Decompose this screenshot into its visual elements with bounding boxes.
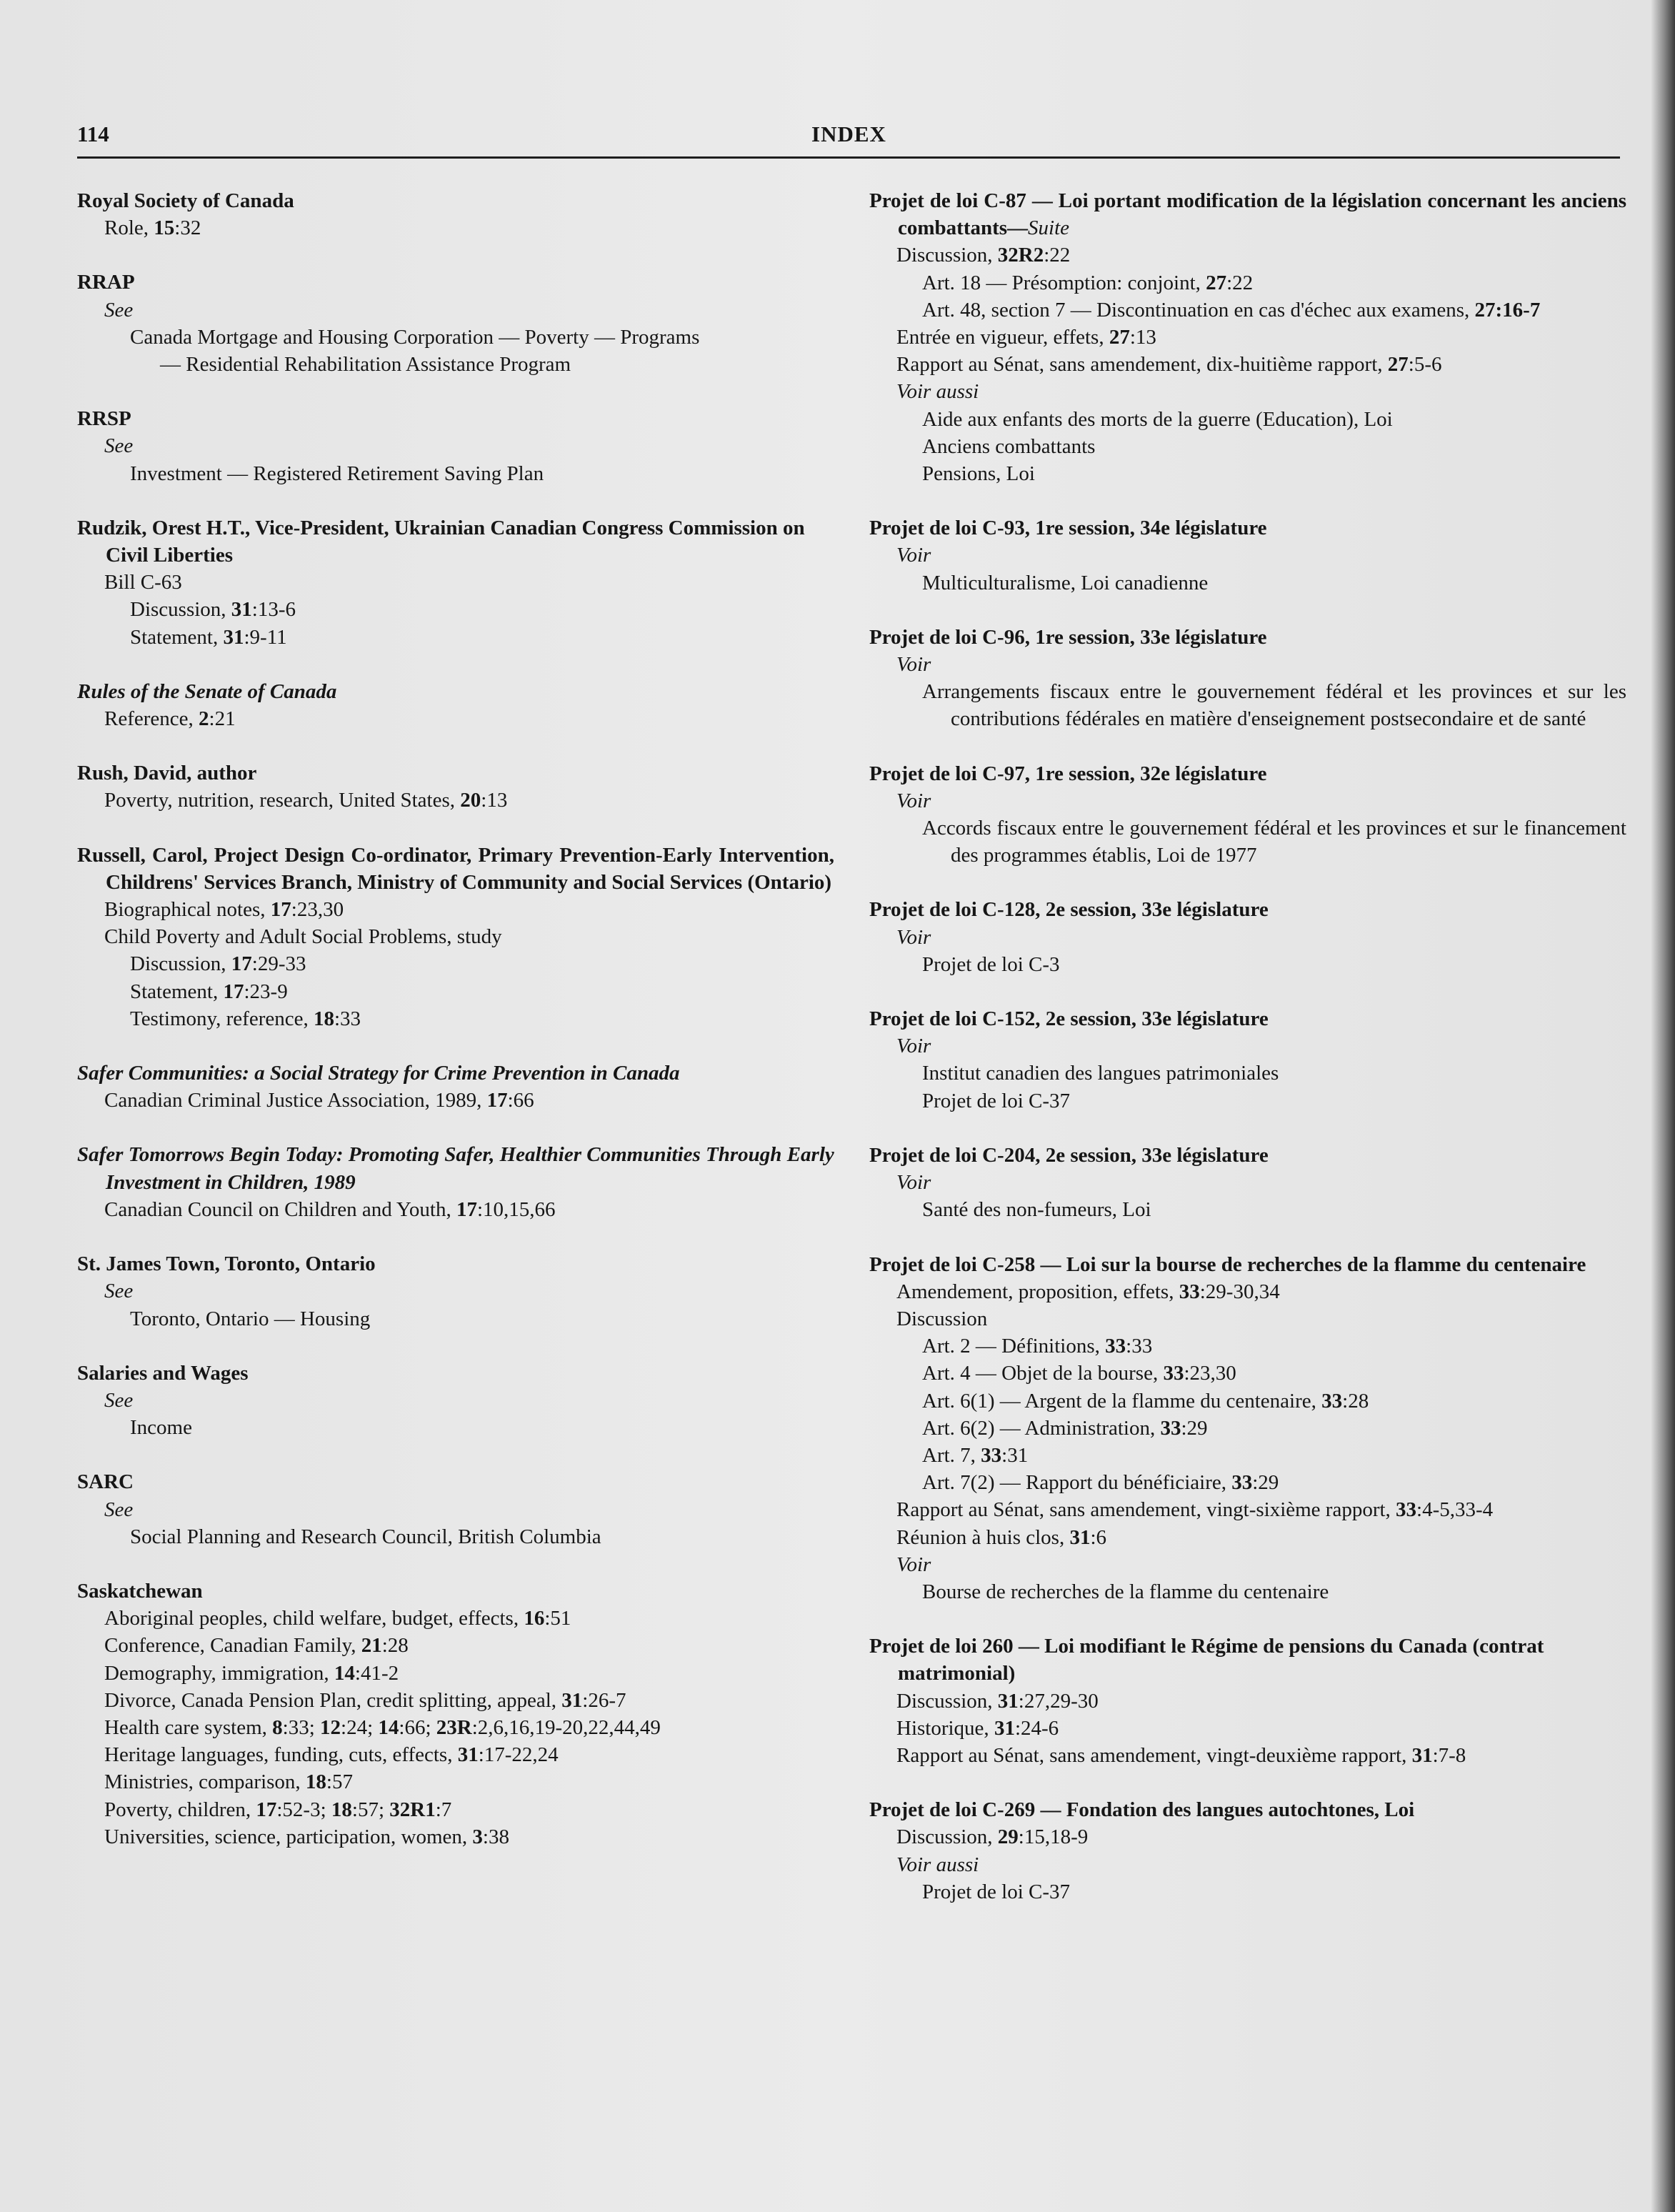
entry-line: Art. 18 — Présomption: conjoint, 27:22 xyxy=(922,271,1254,294)
entry-line: Statement, 31:9-11 xyxy=(130,625,287,649)
see-label: See xyxy=(104,1498,134,1521)
entry-line: Poverty, children, 17:52-3; 18:57; 32R1:7 xyxy=(104,1798,452,1821)
entry-heading: Salaries and Wages xyxy=(77,1361,249,1385)
see-label: Voir xyxy=(896,925,931,949)
entry-line: Testimony, reference, 18:33 xyxy=(130,1007,361,1030)
entry-line: Discussion, 17:29-33 xyxy=(130,952,306,976)
index-entry xyxy=(77,1468,834,1550)
entry-heading: Projet de loi C-96, 1re session, 33e législature xyxy=(869,625,1267,649)
entry-heading: RRAP xyxy=(77,271,135,294)
entry-heading: RRSP xyxy=(77,407,131,431)
entry-line: Art. 6(2) — Administration, 33:29 xyxy=(922,1416,1208,1440)
entry-line: Art. 6(1) — Argent de la flamme du centenaire, 33:28 xyxy=(922,1389,1369,1413)
index-entry xyxy=(77,1360,834,1442)
entry-line: Health care system, 8:33; 12:24; 14:66; 23R:2,6,16,19-20,22,44,49 xyxy=(104,1715,661,1739)
index-entry xyxy=(77,842,834,1032)
see-label: Voir xyxy=(896,789,931,812)
cross-reference: Toronto, Ontario — Housing xyxy=(130,1307,371,1330)
entry-heading: Projet de loi C-87 — Loi portant modification de la législation concernant les anciens combattants—Suite xyxy=(869,189,1626,240)
entry-heading: Projet de loi C-152, 2e session, 33e législature xyxy=(869,1007,1269,1031)
see-label: See xyxy=(104,1280,134,1303)
entry-heading: Projet de loi C-204, 2e session, 33e législature xyxy=(869,1143,1269,1167)
entry-line: Discussion, 32R2:22 xyxy=(896,244,1071,267)
entry-heading: Projet de loi 260 — Loi modifiant le Régime de pensions du Canada (contrat matrimonial) xyxy=(869,1635,1544,1685)
entry-line: Child Poverty and Adult Social Problems, study xyxy=(104,925,502,949)
entry-heading: Projet de loi C-269 — Fondation des langues autochtones, Loi xyxy=(869,1798,1415,1822)
entry-heading: Rules of the Senate of Canada xyxy=(77,679,337,703)
entry-line: Universities, science, participation, women, 3:38 xyxy=(104,1825,509,1848)
running-head: INDEX xyxy=(811,121,886,146)
index-entry xyxy=(77,678,834,732)
index-entry xyxy=(869,1005,1626,1115)
entry-heading: SARC xyxy=(77,1470,134,1494)
index-entry xyxy=(77,405,834,487)
entry-heading: Royal Society of Canada xyxy=(77,189,294,212)
entry-line: Canadian Criminal Justice Association, 1989, 17:66 xyxy=(104,1089,534,1112)
index-entry xyxy=(77,269,834,378)
entry-line: Discussion, 31:13-6 xyxy=(130,598,296,622)
entry-line: Biographical notes, 17:23,30 xyxy=(104,898,344,922)
entry-heading: St. James Town, Toronto, Ontario xyxy=(77,1252,376,1276)
entry-line: Conference, Canadian Family, 21:28 xyxy=(104,1634,409,1658)
cross-reference: Investment — Registered Retirement Saving Plan xyxy=(130,462,544,485)
entry-line: Rapport au Sénat, sans amendement, vingt-deuxième rapport, 31:7-8 xyxy=(896,1743,1466,1767)
index-entry xyxy=(869,1796,1626,1905)
see-label: See xyxy=(104,298,134,322)
left-column xyxy=(77,187,834,1878)
cross-reference: Canada Mortgage and Housing Corporation — Poverty — Programs xyxy=(130,325,700,349)
header-rule xyxy=(77,156,1620,159)
entry-heading: Projet de loi C-93, 1re session, 34e législature xyxy=(869,517,1267,540)
page-number: 114 xyxy=(77,121,109,146)
entry-line: Rapport au Sénat, sans amendement, dix-huitième rapport, 27:5-6 xyxy=(896,353,1442,377)
index-entry xyxy=(77,1141,834,1223)
cross-reference: Arrangements fiscaux entre le gouvernement fédéral et les provinces et sur les contributions fédérales en matière d'enseignement postsecondaire et de santé xyxy=(922,680,1626,731)
entry-heading: Safer Tomorrows Begin Today: Promoting Safer, Healthier Communities Through Early Investment in Children, 1989 xyxy=(77,1143,834,1194)
see-label: See xyxy=(104,1388,134,1412)
see-also-label: Voir aussi xyxy=(896,1853,979,1876)
entry-line: Art. 48, section 7 — Discontinuation en cas d'échec aux examens, 27:16-7 xyxy=(922,298,1541,322)
entry-line: Aboriginal peoples, child welfare, budget, effects, 16:51 xyxy=(104,1607,571,1630)
see-label: Voir xyxy=(896,1553,931,1576)
cross-reference: Projet de loi C-37 xyxy=(922,1880,1071,1903)
entry-line: Rapport au Sénat, sans amendement, vingt-sixième rapport, 33:4-5,33-4 xyxy=(896,1498,1494,1522)
entry-line: Divorce, Canada Pension Plan, credit splitting, appeal, 31:26-7 xyxy=(104,1688,626,1712)
cross-reference: — Residential Rehabilitation Assistance Program xyxy=(160,353,571,377)
entry-line: Statement, 17:23-9 xyxy=(130,980,288,1003)
cross-reference: Anciens combattants xyxy=(922,434,1096,458)
entry-line: Poverty, nutrition, research, United States, 20:13 xyxy=(104,789,508,812)
book-spine-shadow xyxy=(1651,0,1675,2212)
cross-reference: Santé des non-fumeurs, Loi xyxy=(922,1198,1151,1222)
see-label: See xyxy=(104,434,134,458)
index-entry xyxy=(77,1578,834,1850)
entry-line: Art. 2 — Définitions, 33:33 xyxy=(922,1335,1153,1358)
cross-reference: Institut canadien des langues patrimoniales xyxy=(922,1062,1279,1085)
entry-line: Role, 15:32 xyxy=(104,216,201,240)
entry-line: Canadian Council on Children and Youth, 17:10,15,66 xyxy=(104,1197,556,1221)
entry-heading: Rush, David, author xyxy=(77,762,257,785)
index-entry xyxy=(869,1142,1626,1224)
entry-heading: Projet de loi C-128, 2e session, 33e législature xyxy=(869,898,1269,922)
cross-reference: Projet de loi C-37 xyxy=(922,1089,1071,1112)
entry-line: Discussion, 31:27,29-30 xyxy=(896,1689,1099,1713)
cross-reference: Pensions, Loi xyxy=(922,462,1035,486)
see-label: Voir xyxy=(896,544,931,567)
index-entry xyxy=(869,1633,1626,1769)
see-label: Voir xyxy=(896,1035,931,1058)
index-entry xyxy=(869,514,1626,597)
cross-reference: Multiculturalisme, Loi canadienne xyxy=(922,571,1209,594)
entry-line: Discussion xyxy=(896,1307,988,1330)
page-header xyxy=(77,119,1620,154)
entry-line: Discussion, 29:15,18-9 xyxy=(896,1825,1089,1849)
entry-heading: Russell, Carol, Project Design Co-ordinator, Primary Prevention-Early Intervention, Childrens' Services Branch, Ministry of Community and Social Services (Ontario) xyxy=(77,843,834,894)
entry-line: Art. 7(2) — Rapport du bénéficiaire, 33:29 xyxy=(922,1471,1279,1495)
index-entry xyxy=(77,187,834,241)
see-label: Voir xyxy=(896,653,931,677)
index-entry xyxy=(869,760,1626,870)
entry-line: Art. 4 — Objet de la bourse, 33:23,30 xyxy=(922,1362,1236,1385)
entry-line: Amendement, proposition, effets, 33:29-30,34 xyxy=(896,1280,1280,1303)
entry-line: Heritage languages, funding, cuts, effects, 31:17-22,24 xyxy=(104,1743,559,1767)
entry-heading: Projet de loi C-258 — Loi sur la bourse de recherches de la flamme du centenaire xyxy=(869,1252,1586,1276)
entry-heading: Safer Communities: a Social Strategy for Crime Prevention in Canada xyxy=(77,1062,680,1085)
cross-reference: Bourse de recherches de la flamme du centenaire xyxy=(922,1580,1329,1603)
index-entry xyxy=(869,624,1626,733)
entry-line: Réunion à huis clos, 31:6 xyxy=(896,1525,1107,1549)
cross-reference: Projet de loi C-3 xyxy=(922,952,1060,976)
entry-line: Ministries, comparison, 18:57 xyxy=(104,1770,353,1794)
entry-heading: Rudzik, Orest H.T., Vice-President, Ukrainian Canadian Congress Commission on Civil Liberties xyxy=(77,516,805,567)
see-label: Voir xyxy=(896,1171,931,1195)
entry-line: Demography, immigration, 14:41-2 xyxy=(104,1661,399,1685)
entry-heading: Saskatchewan xyxy=(77,1579,203,1603)
index-entry xyxy=(77,514,834,651)
entry-line: Historique, 31:24-6 xyxy=(896,1716,1059,1740)
entry-line: Art. 7, 33:31 xyxy=(922,1443,1029,1467)
right-column xyxy=(869,187,1626,1933)
entry-line: Bill C-63 xyxy=(104,571,182,594)
entry-line: Entrée en vigueur, effets, 27:13 xyxy=(896,326,1156,349)
index-entry xyxy=(77,759,834,814)
cross-reference: Income xyxy=(130,1416,192,1440)
entry-heading: Projet de loi C-97, 1re session, 32e législature xyxy=(869,762,1267,785)
cross-reference: Aide aux enfants des morts de la guerre (Education), Loi xyxy=(922,407,1393,431)
index-entry xyxy=(77,1250,834,1332)
cross-reference: Social Planning and Research Council, British Columbia xyxy=(130,1525,601,1548)
index-entry xyxy=(869,1251,1626,1606)
see-also-label: Voir aussi xyxy=(896,380,979,404)
index-entry xyxy=(77,1060,834,1114)
index-entry xyxy=(869,187,1626,487)
cross-reference: Accords fiscaux entre le gouvernement fédéral et les provinces et sur le financement des programmes établis, Loi de 1977 xyxy=(922,817,1626,867)
index-entry xyxy=(869,896,1626,978)
entry-line: Reference, 2:21 xyxy=(104,707,236,731)
